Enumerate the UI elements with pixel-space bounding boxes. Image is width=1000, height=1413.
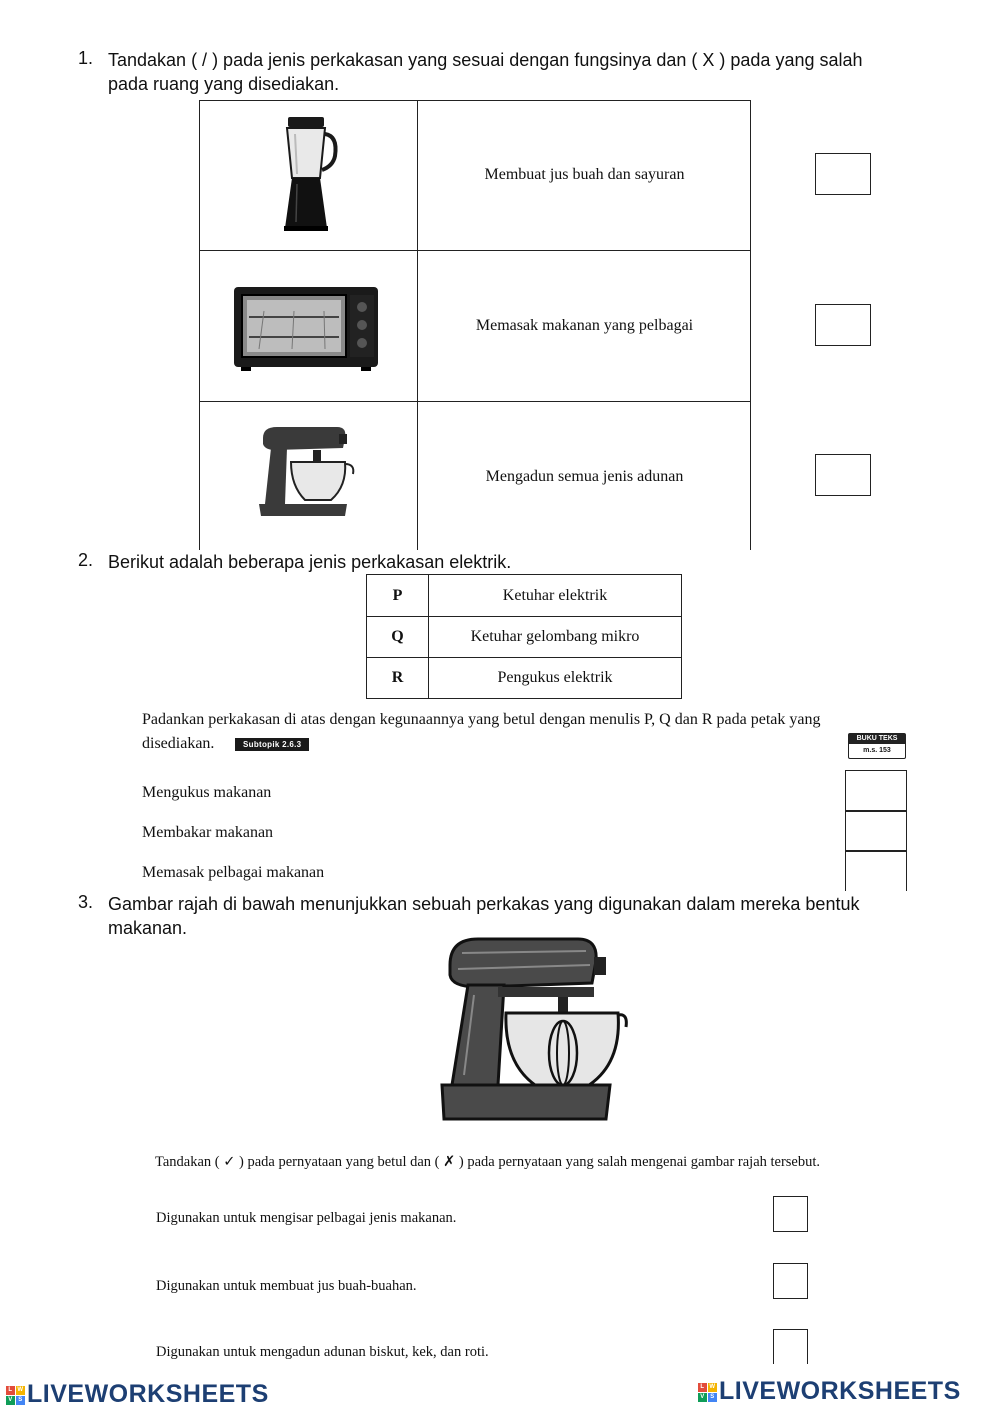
q1-row-blender: [199, 100, 751, 250]
q1-row-text: Membuat jus buah dan sayuran: [484, 166, 685, 183]
q1-answer-box-1[interactable]: [815, 153, 871, 195]
q3-task: Tandakan ( ✓ ) pada pernyataan yang betul dan ( ✗ ) pada pernyataan yang salah mengenai gambar rajah tersebut.: [155, 1154, 821, 1170]
q1-row-mixer: [199, 402, 751, 552]
q2-value: Ketuhar gelombang mikro: [470, 627, 640, 645]
oven-icon: [199, 251, 417, 401]
logo-cell: L: [698, 1383, 707, 1392]
q3-instruction-line1: Gambar rajah di bawah menunjukkan sebuah perkakas yang digunakan dalam mereka bentuk: [108, 894, 860, 914]
q2-key: R: [367, 657, 429, 698]
logo-cell: S: [16, 1396, 25, 1405]
book-badge-top: BUKU TEKS: [849, 734, 905, 744]
q2-item-3: Memasak pelbagai makanan: [142, 864, 325, 881]
q3-number: 3.: [78, 892, 94, 912]
q2-table-row: [367, 657, 681, 698]
q1-row-text: Memasak makanan yang pelbagai: [475, 317, 694, 334]
liveworksheets-logo-icon: [698, 1383, 717, 1402]
stand-mixer-icon: [199, 402, 417, 550]
logo-cell: L: [6, 1386, 15, 1395]
q1-row-oven: [199, 251, 751, 401]
subtopic-badge: Subtopik 2.6.3: [235, 738, 309, 751]
q1-answer-box-3[interactable]: [815, 454, 871, 496]
q3-statement-3: Digunakan untuk mengadun adunan biskut, kek, dan roti.: [156, 1344, 489, 1360]
q3-answer-box-1[interactable]: [773, 1196, 808, 1232]
logo-cell: W: [17, 1386, 24, 1393]
q1-row-image: [199, 100, 418, 250]
q1-instruction-line2: pada ruang yang disediakan.: [108, 74, 340, 94]
book-badge: [848, 733, 906, 759]
q3-answer-box-3[interactable]: [773, 1329, 808, 1364]
q3-answer-box-2[interactable]: [773, 1263, 808, 1299]
q3-statement-2: Digunakan untuk membuat jus buah-buahan.: [156, 1278, 417, 1294]
q1-answer-box-2[interactable]: [815, 304, 871, 346]
footer-brand-right-text: LIVEWORKSHEETS: [719, 1377, 961, 1405]
q1-number: 1.: [78, 48, 94, 68]
q2-value: Pengukus elektrik: [497, 668, 613, 686]
liveworksheets-logo-icon: [6, 1386, 25, 1405]
stand-mixer-icon: [438, 935, 628, 1125]
blender-icon: [199, 100, 417, 250]
q2-task-line2: disediakan.: [142, 735, 215, 752]
q2-key: Q: [367, 616, 429, 657]
logo-cell: V: [6, 1396, 15, 1405]
q2-task-line1: Padankan perkakasan di atas dengan kegunaannya yang betul dengan menulis P, Q dan R pada petak yang: [142, 711, 821, 728]
q2-item-1: Mengukus makanan: [142, 784, 272, 801]
q1-row-image: [199, 402, 418, 550]
q2-table: [366, 574, 682, 699]
footer-brand-left-text: LIVEWORKSHEETS: [27, 1380, 269, 1408]
q2-instruction: Berikut adalah beberapa jenis perkakasan elektrik.: [108, 552, 512, 572]
q1-instruction-line1: Tandakan ( / ) pada jenis perkakasan yang sesuai dengan fungsinya dan ( X ) pada yang salah: [108, 50, 863, 70]
footer-brand-right[interactable]: [698, 1377, 961, 1406]
q2-table-row: [367, 575, 681, 616]
q1-table: [199, 100, 751, 550]
q2-table-row: [367, 616, 681, 657]
q2-value: Ketuhar elektrik: [502, 586, 608, 604]
q1-row-text: Mengadun semua jenis adunan: [485, 468, 684, 485]
q2-answer-box-1[interactable]: [846, 771, 906, 810]
footer-brand-left[interactable]: [6, 1380, 269, 1409]
logo-cell: S: [708, 1393, 717, 1402]
q1-row-image: [199, 251, 418, 401]
q3-statement-1: Digunakan untuk mengisar pelbagai jenis makanan.: [156, 1210, 457, 1226]
q3-instruction-line2: makanan.: [108, 918, 188, 938]
q2-key: P: [367, 575, 429, 616]
q2-answer-box-3[interactable]: [846, 852, 906, 890]
q2-number: 2.: [78, 550, 94, 570]
book-badge-bottom: m.s. 153: [863, 747, 891, 754]
logo-cell: V: [698, 1393, 707, 1402]
logo-cell: W: [709, 1383, 716, 1390]
q2-answer-box-2[interactable]: [846, 812, 906, 850]
q2-item-2: Membakar makanan: [142, 824, 274, 841]
